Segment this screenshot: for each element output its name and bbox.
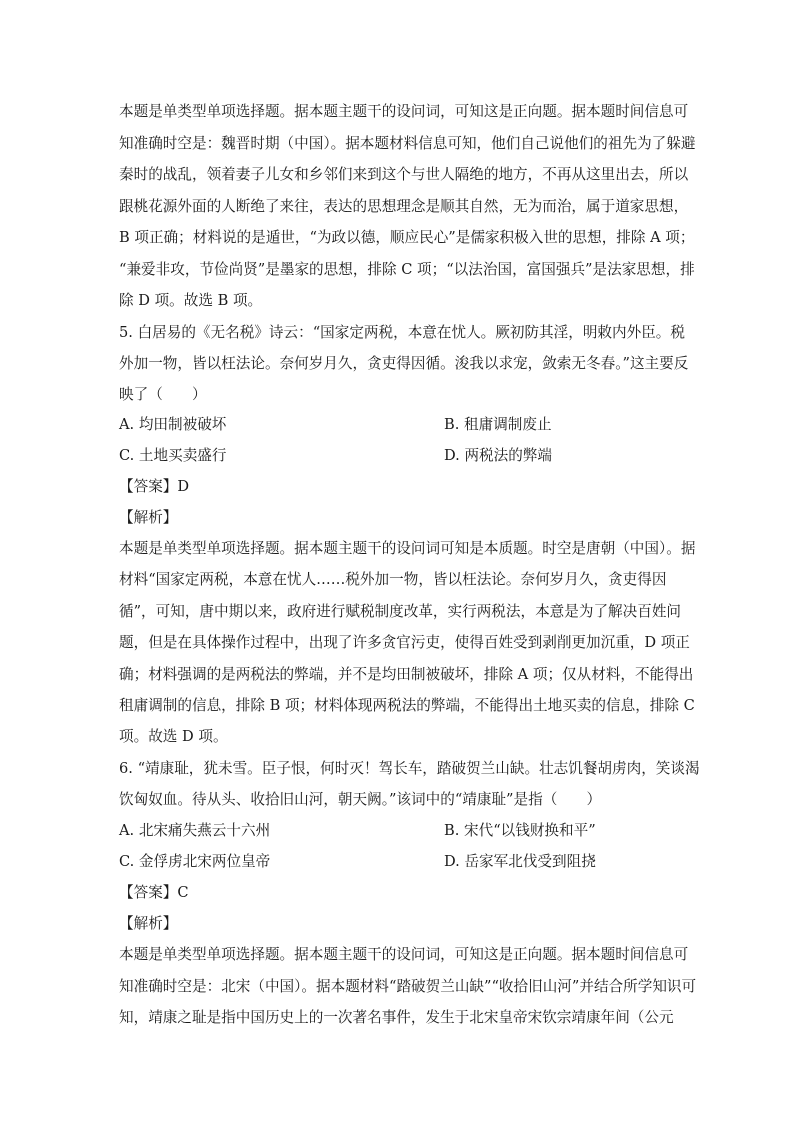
q5-option-a: A. 均田制被破坏 (119, 416, 227, 433)
q5-stem-line: 5. 白居易的《无名税》诗云：“国家定两税，本意在忧人。厥初防其淫，明敕内外臣。税 (119, 324, 685, 341)
q6-analysis-line: 知，靖康之耻是指中国历史上的一次著名事件，发生于北宋皇帝宋钦宗靖康年间（公元 (119, 1009, 674, 1026)
q4-analysis-line: “兼爱非攻，节俭尚贤”是墨家的思想，排除 C 项；“以法治国，富国强兵”是法家思想，排 (119, 261, 695, 278)
q5-stem-line: 映了（ ） (119, 386, 207, 403)
q5-analysis-line: 项。故选 D 项。 (119, 728, 228, 745)
q6-stem-line: 6. “靖康耻，犹未雪。臣子恨，何时灭！驾长车，踏破贺兰山缺。壮志饥餐胡虏肉，笑谈渴 (119, 760, 700, 777)
q5-analysis-line: 本题是单类型单项选择题。据本题主题干的设问词可知是本质题。时空是唐朝（中国）。据 (119, 540, 696, 557)
q5-analysis-line: 租庸调制的信息，排除 B 项；材料体现两税法的弊端，不能得出土地买卖的信息，排除 C (119, 697, 695, 714)
q5-analysis-line: 材料“国家定两税，本意在忧人……税外加一物，皆以枉法论。奈何岁月久，贪吏得因 (119, 571, 667, 588)
q5-analysis-line: 题，但是在具体操作过程中，出现了许多贪官污吏，使得百姓受到剥削更加沉重，D 项正 (119, 634, 690, 651)
q6-option-a: A. 北宋痛失燕云十六州 (119, 822, 271, 839)
q4-analysis-line: B 项正确；材料说的是遁世，“为政以德，顺应民心”是儒家积极入世的思想，排除 A 项； (119, 229, 695, 246)
q4-analysis-line: 秦时的战乱，领着妻子儿女和乡邻们来到这个与世人隔绝的地方，不再从这里出去，所以 (119, 166, 689, 183)
q6-option-c: C. 金俘虏北宋两位皇帝 (119, 853, 271, 870)
q4-analysis-line: 本题是单类型单项选择题。据本题主题干的设问词，可知这是正向题。据本题时间信息可 (119, 103, 689, 120)
q6-option-b: B. 宋代“以钱财换和平” (444, 822, 596, 839)
q5-stem-line: 外加一物，皆以枉法论。奈何岁月久，贪吏得因循。浚我以求宠，敛索无冬春。”这主要反 (119, 355, 689, 372)
q5-answer: 【答案】D (119, 478, 190, 495)
q4-analysis-line: 知准确时空是：魏晋时期（中国）。据本题材料信息可知，他们自己说他们的祖先为了躲避 (119, 135, 696, 152)
q4-analysis-line: 跟桃花源外面的人断绝了来往，表达的思想理念是顺其自然，无为而治，属于道家思想， (119, 198, 689, 215)
q5-analysis-heading: 【解析】 (119, 509, 178, 526)
q6-analysis-line: 知准确时空是：北宋（中国）。据本题材料“踏破贺兰山缺”“收拾旧山河”并结合所学知识可 (119, 978, 697, 995)
q5-analysis-line: 循”，可知，唐中期以来，政府进行赋税制度改革，实行两税法，本意是为了解决百姓问 (119, 603, 682, 620)
q6-answer: 【答案】C (119, 884, 189, 901)
q4-analysis-line: 除 D 项。故选 B 项。 (119, 292, 263, 309)
q6-option-d: D. 岳家军北伐受到阻挠 (444, 853, 596, 870)
q5-option-c: C. 土地买卖盛行 (119, 447, 227, 464)
q5-option-d: D. 两税法的弊端 (444, 447, 553, 464)
q5-option-b: B. 租庸调制废止 (444, 416, 552, 433)
q6-analysis-line: 本题是单类型单项选择题。据本题主题干的设问词，可知这是正向题。据本题时间信息可 (119, 946, 689, 963)
q5-analysis-line: 确；材料强调的是两税法的弊端，并不是均田制被破坏，排除 A 项；仅从材料，不能得出 (119, 666, 694, 683)
q6-analysis-heading: 【解析】 (119, 915, 178, 932)
q6-stem-line: 饮匈奴血。待从头、收拾旧山河，朝天阙。”该词中的“靖康耻”是指（ ） (119, 791, 602, 808)
